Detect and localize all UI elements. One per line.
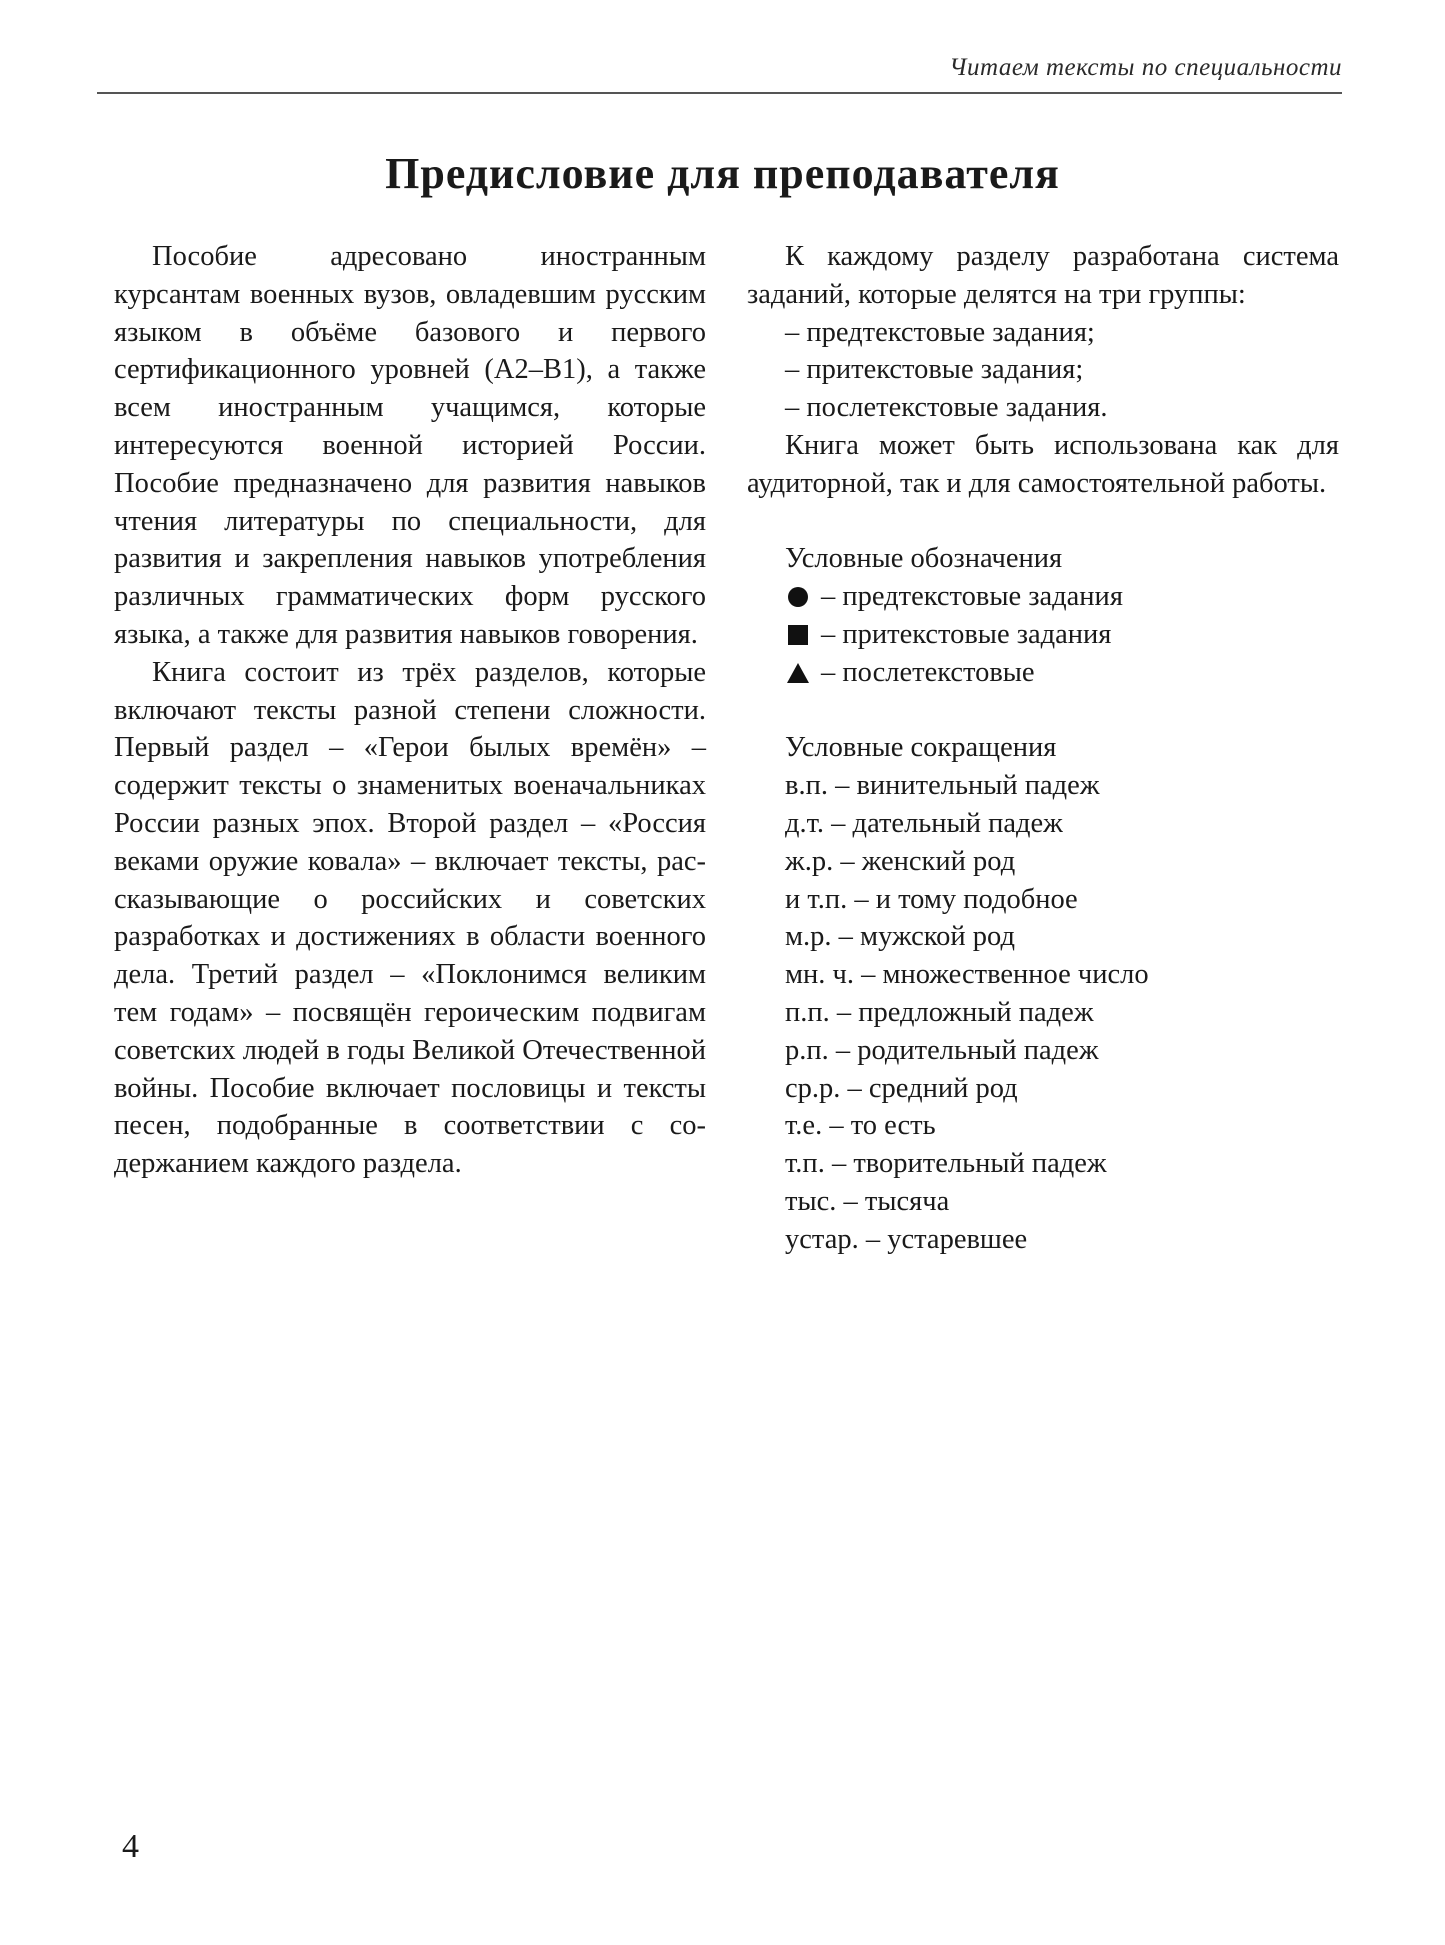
legend-item-posttext bbox=[747, 654, 1339, 692]
abbreviation-item: и т.п. – и тому подобное bbox=[785, 883, 1078, 915]
abbreviation-item: ж.р. – женский род bbox=[785, 845, 1016, 877]
paragraph-audience: Пособие адресовано иностранным курсантам военных вузов, овладевшим русским языком в объёме базового и первого сертификационного уровней (А2–В1), а также всем иностранным учащимся, которые интересуются военной историей России. Пособие предназначено для развития навыков чтения литературы по специальности, для развития и закрепления навыков употребления различных грамматических форм русского языка, а также для развития навыков говорения. bbox=[114, 241, 706, 650]
page-number: 4 bbox=[122, 1828, 139, 1865]
abbreviation-item: тыс. – тысяча bbox=[785, 1185, 950, 1217]
task-group-item: – послетекстовые задания. bbox=[785, 392, 1108, 424]
triangle-icon bbox=[785, 662, 811, 684]
abbreviation-item: п.п. – предложный падеж bbox=[785, 996, 1094, 1028]
task-group-item: – притекстовые задания; bbox=[785, 354, 1084, 386]
abbreviation-item: т.п. – творительный падеж bbox=[785, 1148, 1107, 1180]
paragraph-usage: Книга может быть использована как для аудиторной, так и для самостоятельной работы. bbox=[747, 429, 1339, 499]
left-column bbox=[114, 238, 706, 1183]
legend-text: – предтекстовые задания bbox=[821, 581, 1123, 613]
abbreviation-item: в.п. – винительный падеж bbox=[785, 770, 1100, 802]
legend-heading: Условные обозначения bbox=[785, 543, 1063, 575]
square-icon bbox=[785, 624, 811, 646]
paragraph-structure: Книга состоит из трёх разделов, которые включают тексты разной степени сложности. Первый раздел – «Герои былых времён» – содержит тексты о знаменитых военачальниках России разных эпох. Второй раздел – «Россия веками оружие ковала» – включает тексты, рассказывающие о российских и советских разработках и достижениях в области военного дела. Третий раздел – «Поклонимся великим тем годам» – посвящён героическим подвигам советских людей в годы Великой Отечественной войны. Пособие включает пословицы и тексты песен, подобранные в соответствии с содержанием каждого раздела. bbox=[114, 656, 707, 1180]
legend-item-intext bbox=[747, 616, 1339, 654]
paragraph-task-system: К каждому разделу разработана система заданий, которые делятся на три группы: bbox=[747, 241, 1339, 310]
legend-item-pretext bbox=[747, 578, 1339, 616]
page-title: Предисловие для преподавателя bbox=[385, 149, 1060, 198]
task-group-item: – предтекстовые задания; bbox=[785, 316, 1095, 348]
abbreviation-item: мн. ч. – множественное число bbox=[785, 959, 1149, 991]
running-header: Читаем тексты по специальности bbox=[97, 54, 1342, 94]
legend-text: – послетекстовые bbox=[821, 656, 1035, 688]
abbreviation-item: ср.р. – средний род bbox=[785, 1072, 1018, 1104]
circle-icon bbox=[785, 586, 811, 608]
abbreviation-item: м.р. – мужской род bbox=[785, 921, 1015, 953]
legend-text: – притекстовые задания bbox=[821, 618, 1112, 650]
abbreviation-item: т.е. – то есть bbox=[785, 1110, 936, 1142]
abbreviations-heading: Условные сокращения bbox=[785, 732, 1057, 764]
abbreviation-item: устар. – устаревшее bbox=[785, 1223, 1028, 1255]
abbreviation-item: р.п. – родительный падеж bbox=[785, 1034, 1099, 1066]
spacer bbox=[747, 503, 1339, 541]
right-column bbox=[747, 238, 1339, 1259]
spacer bbox=[747, 692, 1339, 730]
abbreviation-item: д.т. – дательный падеж bbox=[785, 807, 1063, 839]
